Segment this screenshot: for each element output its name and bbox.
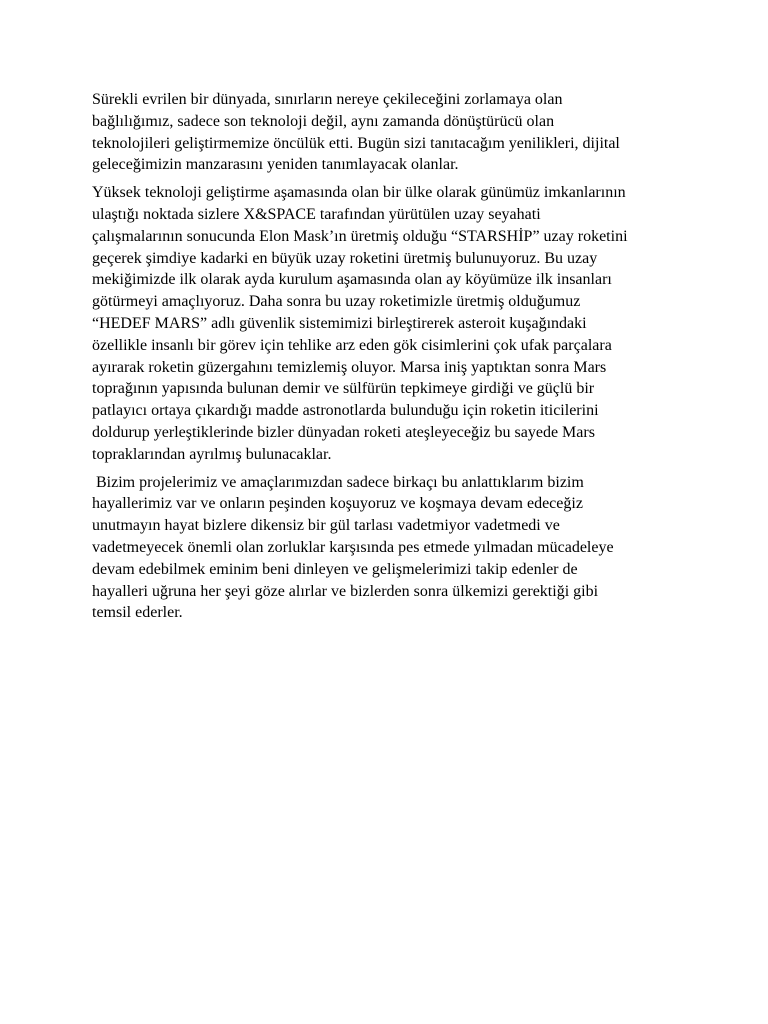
paragraph-line: ulaştığı noktada sizlere X&SPACE tarafından yürütülen uzay seyahati: [92, 205, 541, 223]
paragraph-line: hayallerimiz var ve onların peşinden koşuyoruz ve koşmaya devam edeceğiz: [92, 495, 583, 513]
paragraph-line: doldurup yerleştiklerinde bizler dünyadan roketi ateşleyeceğiz bu sayede Mars: [92, 423, 595, 441]
document-body: [92, 89, 692, 630]
paragraph-line: götürmeyi amaçlıyoruz. Daha sonra bu uzay roketimizle üretmiş olduğumuz: [92, 293, 581, 311]
paragraph-line: Bizim projelerimiz ve amaçlarımızdan sadece birkaçı bu anlattıklarım bizim: [92, 473, 584, 491]
paragraph-line: geleceğimizin manzarasını yeniden tanımlayacak olanlar.: [92, 156, 459, 174]
paragraph-line: mekiğimizde ilk olarak ayda kurulum aşamasında olan ay köyümüze ilk insanları: [92, 271, 612, 289]
paragraph-line: Sürekli evrilen bir dünyada, sınırların nereye çekileceğini zorlamaya olan: [92, 91, 563, 108]
paragraph-line: Yüksek teknoloji geliştirme aşamasında olan bir ülke olarak günümüz imkanlarının: [92, 184, 626, 202]
paragraph-line: patlayıcı ortaya çıkardığı madde astronotlarda bulunduğu için roketin iticilerini: [92, 402, 599, 420]
paragraph-line: “HEDEF MARS” adlı güvenlik sistemimizi birleştirerek asteroit kuşağındaki: [92, 314, 587, 332]
paragraph-intro: [92, 89, 692, 176]
paragraph-line: özellikle insanlı bir görev için tehlike arz eden gök cisimlerini çok ufak parçalara: [92, 336, 612, 354]
paragraph-starship: [92, 182, 692, 465]
paragraph-line: çalışmalarının sonucunda Elon Mask’ın üretmiş olduğu “STARSHİP” uzay roketini: [92, 227, 628, 245]
paragraph-line: unutmayın hayat bizlere dikensiz bir gül tarlası vadetmiyor vadetmedi ve: [92, 517, 560, 535]
paragraph-line: devam edebilmek eminim beni dinleyen ve gelişmelerimizi takip edenler de: [92, 560, 578, 578]
paragraph-conclusion: [92, 472, 692, 625]
paragraph-line: ayırarak roketin güzergahını temizlemiş oluyor. Marsa iniş yaptıktan sonra Mars: [92, 358, 607, 376]
paragraph-line: temsil ederler.: [92, 604, 183, 622]
paragraph-line: toprağının yapısında bulunan demir ve sülfürün tepkimeye girdiği ve güçlü bir: [92, 380, 595, 398]
paragraph-line: bağlılığımız, sadece son teknoloji değil, aynı zamanda dönüştürücü olan: [92, 112, 555, 130]
paragraph-line: vadetmeyecek önemli olan zorluklar karşısında pes etmede yılmadan mücadeleye: [92, 538, 614, 556]
paragraph-line: topraklarından ayrılmış bulunacaklar.: [92, 445, 332, 463]
paragraph-line: geçerek şimdiye kadarki en büyük uzay roketini üretmiş bulunuyoruz. Bu uzay: [92, 249, 598, 267]
paragraph-line: hayalleri uğruna her şeyi göze alırlar ve bizlerden sonra ülkemizi gerektiği gibi: [92, 582, 599, 600]
paragraph-line: teknolojileri geliştirmemize öncülük etti. Bugün sizi tanıtacağım yenilikleri, dijital: [92, 134, 620, 152]
